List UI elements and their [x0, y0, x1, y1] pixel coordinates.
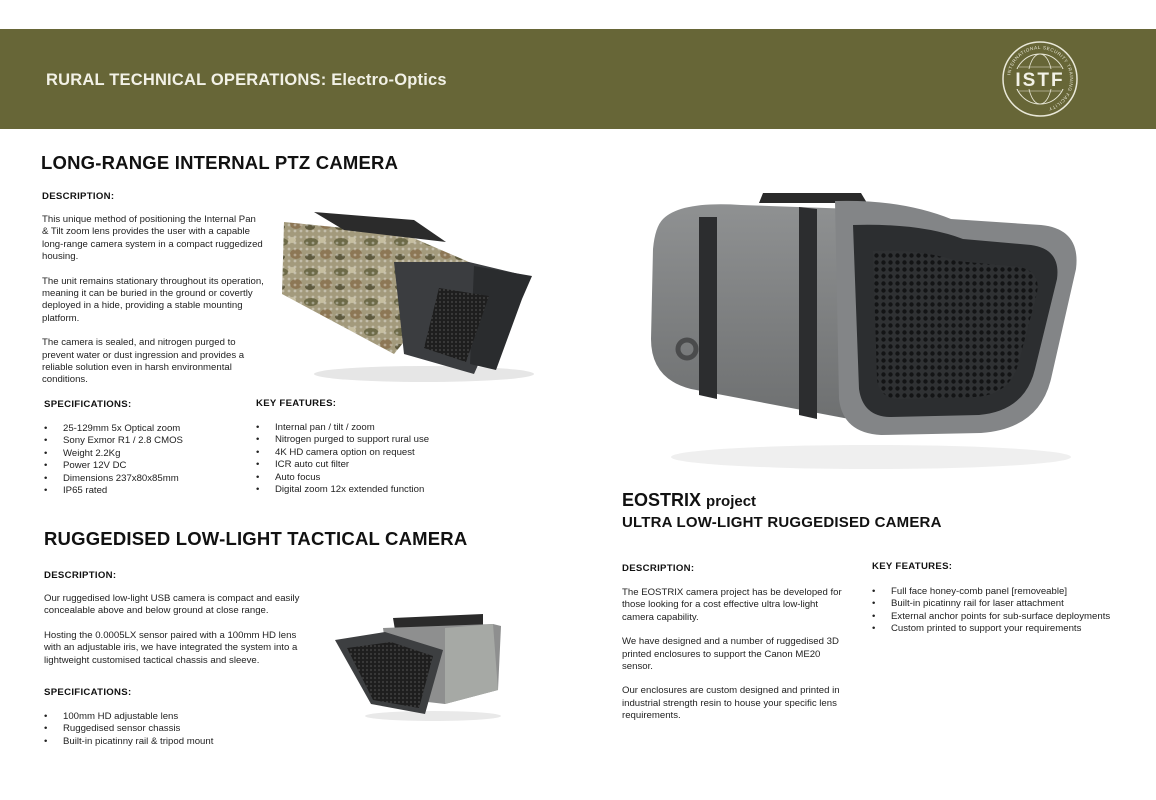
list-item: • External anchor points for sub-surface deployments	[871, 611, 1141, 623]
ptz-description-label: DESCRIPTION:	[42, 191, 115, 202]
ptz-features-list	[255, 422, 485, 496]
list-item: • Internal pan / tilt / zoom	[255, 422, 485, 434]
ptz-camera-image	[274, 204, 540, 384]
lowlight-title: RUGGEDISED LOW-LIGHT TACTICAL CAMERA	[44, 528, 468, 549]
ptz-description-paragraph: The unit remains stationary throughout its operation, meaning it can be buried in the ground or covertly deployed in a hide, providing a stable mounting platform.	[42, 275, 264, 324]
list-item: • Built-in picatinny rail for laser attachment	[871, 598, 1141, 610]
eostrix-title	[622, 490, 756, 511]
svg-text:ISTF: ISTF	[1015, 70, 1065, 91]
lowlight-camera-image	[333, 612, 505, 722]
list-item: • Custom printed to support your requirements	[871, 623, 1141, 635]
istf-logo	[1001, 40, 1079, 118]
list-item: • Sony Exmor R1 / 2.8 CMOS	[43, 435, 243, 447]
eostrix-description-label: DESCRIPTION:	[622, 563, 695, 574]
list-item: • 4K HD camera option on request	[255, 447, 485, 459]
list-item: • Nitrogen purged to support rural use	[255, 434, 485, 446]
page-title: RURAL TECHNICAL OPERATIONS: Electro-Optics	[46, 71, 447, 89]
list-item: • Auto focus	[255, 472, 485, 484]
list-item: • Weight 2.2Kg	[43, 448, 243, 460]
list-item: • 25-129mm 5x Optical zoom	[43, 423, 243, 435]
eostrix-features-list	[871, 586, 1141, 636]
ptz-specs-label: SPECIFICATIONS:	[44, 399, 132, 410]
lowlight-specs-list	[43, 711, 283, 748]
eostrix-description-paragraph: The EOSTRIX camera project has be developed for those looking for a cost effective ultra low-light camera capability.	[622, 587, 842, 623]
eostrix-subtitle: ULTRA LOW-LIGHT RUGGEDISED CAMERA	[622, 514, 942, 531]
header-banner	[0, 29, 1156, 129]
list-item: • Full face honey-comb panel [removeable]	[871, 586, 1141, 598]
lowlight-description-label: DESCRIPTION:	[44, 570, 117, 581]
list-item: • Digital zoom 12x extended function	[255, 484, 485, 496]
eostrix-camera-image	[621, 189, 1091, 479]
list-item: • Ruggedised sensor chassis	[43, 723, 283, 735]
ptz-description	[42, 214, 264, 399]
svg-text:INTERNATIONAL SECURITY TRAININ: INTERNATIONAL SECURITY TRAINING FACILITY	[1006, 44, 1075, 112]
top-margin	[0, 0, 1156, 29]
eostrix-features-label: KEY FEATURES:	[872, 561, 953, 572]
eostrix-title-sub: project	[706, 493, 757, 510]
list-item: • Built-in picatinny rail & tripod mount	[43, 736, 283, 748]
eostrix-description-paragraph: We have designed and a number of ruggedised 3D printed enclosures to support the Canon ME20 sensor.	[622, 636, 839, 673]
lowlight-description	[44, 593, 314, 679]
list-item: • ICR auto cut filter	[255, 459, 485, 471]
ptz-description-paragraph: The camera is sealed, and nitrogen purged to prevent water or dust ingression and provides a reliable solution even in harsh environmental conditions.	[42, 337, 245, 386]
ptz-title: LONG-RANGE INTERNAL PTZ CAMERA	[41, 152, 399, 173]
eostrix-title-main: EOSTRIX	[622, 490, 702, 510]
lowlight-specs-label: SPECIFICATIONS:	[44, 687, 132, 698]
list-item: • Power 12V DC	[43, 460, 243, 472]
eostrix-description-paragraph: Our enclosures are custom designed and printed in industrial strength resin to house your specific lens requirements.	[622, 685, 840, 722]
lowlight-description-paragraph: Hosting the 0.0005LX sensor paired with a 100mm HD lens with an adjustable iris, we have integrated the system into a lightweight customised tactical chassis and sleeve.	[44, 629, 298, 666]
ptz-features-label: KEY FEATURES:	[256, 398, 337, 409]
eostrix-description	[622, 587, 844, 735]
ptz-description-paragraph: This unique method of positioning the Internal Pan & Tilt zoom lens provides the user with a capable long-range camera system in a compact ruggedized housing.	[42, 214, 263, 263]
list-item: • IP65 rated	[43, 485, 243, 497]
list-item: • Dimensions 237x80x85mm	[43, 473, 243, 485]
ptz-specs-list	[43, 423, 243, 497]
list-item: • 100mm HD adjustable lens	[43, 711, 283, 723]
lowlight-description-paragraph: Our ruggedised low-light USB camera is compact and easily concealable above and below ground at close range.	[44, 593, 300, 617]
